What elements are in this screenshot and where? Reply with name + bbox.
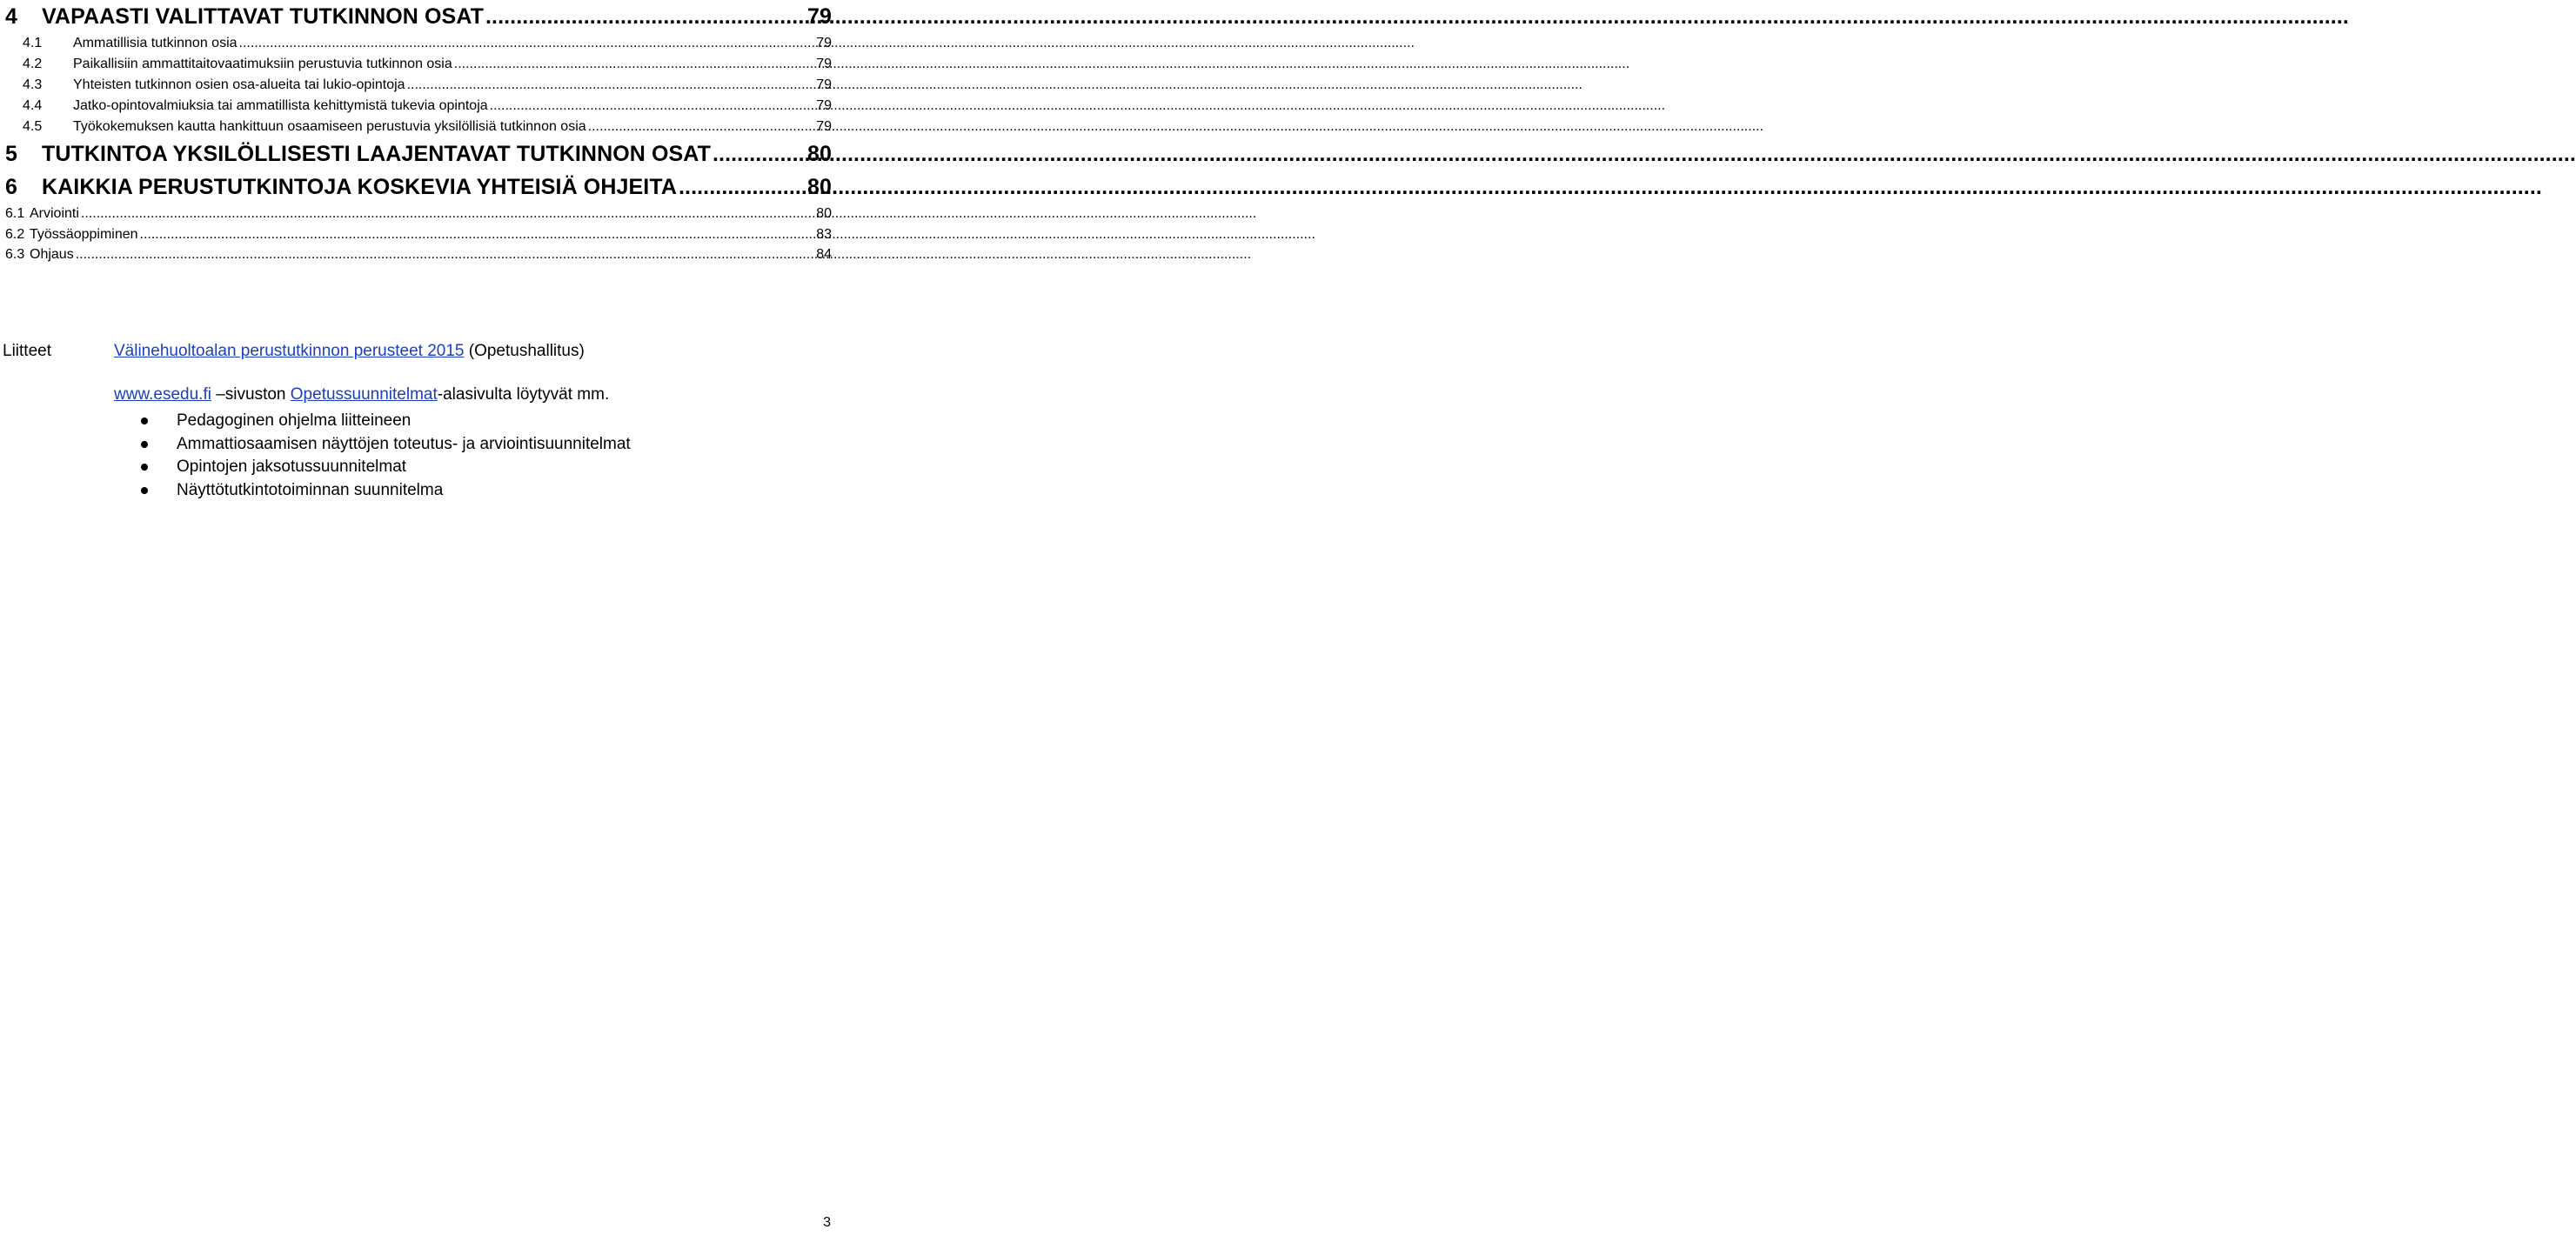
toc-page: 80 — [806, 175, 832, 199]
toc-entry-6[interactable] — [5, 170, 832, 204]
toc-entry-4-1[interactable] — [5, 33, 832, 54]
toc-entry-6-2[interactable] — [5, 224, 832, 245]
bullet-icon — [141, 418, 148, 424]
bullet-icon — [141, 487, 148, 494]
site-text: –sivuston — [211, 385, 291, 404]
toc-number: 6.2 — [5, 226, 25, 242]
toc-title: Jatko-opintovalmiuksia tai ammatillista kehittymistä tukevia opintoja — [73, 98, 488, 113]
bullet-icon — [141, 464, 148, 471]
list-item — [139, 479, 631, 503]
toc-page: 79 — [816, 57, 832, 71]
toc-page: 83 — [816, 226, 832, 242]
toc-title: Ohjaus — [30, 247, 74, 262]
toc-entry-4-4[interactable] — [5, 96, 832, 117]
toc-page: 79 — [816, 119, 832, 134]
toc-page: 79 — [816, 77, 832, 92]
toc-title: Arviointi — [30, 206, 79, 221]
appendix-line-1 — [114, 342, 585, 361]
list-item — [139, 456, 631, 479]
toc-number: 6.3 — [5, 247, 25, 262]
toc-number: 4.4 — [23, 98, 43, 113]
list-item-text: Näyttötutkintotoiminnan suunnitelma — [177, 481, 444, 500]
dot-leader — [239, 33, 815, 54]
appendix-label: Liitteet — [3, 342, 51, 360]
curriculum-link[interactable]: Välinehuoltoalan perustutkinnon perusteet 2015 — [114, 342, 465, 360]
dot-leader — [490, 96, 815, 117]
subpage-text: -alasivulta löytyvät mm. — [437, 385, 610, 404]
page-number: 3 — [823, 1215, 831, 1230]
list-item-text: Pedagoginen ohjelma liitteineen — [177, 411, 411, 430]
list-item — [139, 410, 631, 433]
toc-page: 79 — [816, 98, 832, 113]
toc-entry-6-1[interactable] — [5, 204, 832, 224]
toc-number: 6.1 — [5, 206, 25, 221]
bullet-icon — [141, 441, 148, 448]
toc-page: 80 — [806, 142, 832, 166]
dot-leader — [454, 54, 814, 75]
toc-number: 4.1 — [23, 36, 43, 50]
toc-number: 5 — [5, 142, 18, 166]
toc-page: 79 — [806, 4, 832, 29]
list-item — [139, 433, 631, 457]
toc-entry-4-2[interactable] — [5, 54, 832, 75]
esedu-link[interactable]: www.esedu.fi — [114, 385, 211, 404]
toc-number: 4.3 — [23, 77, 43, 92]
toc-title: Työssäoppiminen — [30, 226, 138, 242]
dot-leader — [588, 117, 815, 137]
dot-leader — [407, 75, 815, 96]
toc-title: VAPAASTI VALITTAVAT TUTKINNON OSAT — [42, 4, 484, 29]
appendix-list — [139, 410, 631, 503]
toc-title: Yhteisten tutkinnon osien osa-alueita tai lukio-opintoja — [73, 77, 405, 92]
publisher-text: (Opetushallitus) — [464, 342, 585, 360]
list-item-text: Opintojen jaksotussuunnitelmat — [177, 458, 407, 477]
toc-title: Ammatillisia tutkinnon osia — [73, 36, 238, 50]
dot-leader — [679, 170, 806, 204]
toc-entry-5[interactable] — [5, 137, 832, 170]
toc-title: Työkokemuksen kautta hankittuun osaamiseen perustuvia yksilöllisiä tutkinnon osia — [73, 119, 586, 134]
appendix-line-2 — [114, 385, 609, 404]
toc-entry-4-5[interactable] — [5, 117, 832, 137]
toc-number: 6 — [5, 175, 18, 199]
dot-leader — [485, 0, 806, 33]
toc-number: 4 — [5, 4, 18, 29]
table-of-contents — [5, 0, 832, 265]
toc-page: 80 — [816, 206, 832, 221]
toc-title: TUTKINTOA YKSILÖLLISESTI LAAJENTAVAT TUTKINNON OSAT — [42, 142, 711, 166]
toc-title: Paikallisiin ammattitaitovaatimuksiin perustuvia tutkinnon osia — [73, 57, 452, 71]
toc-title: KAIKKIA PERUSTUTKINTOJA KOSKEVIA YHTEISIÄ OHJEITA — [42, 175, 677, 199]
toc-number: 4.2 — [23, 57, 43, 71]
list-item-text: Ammattiosaamisen näyttöjen toteutus- ja arviointisuunnitelmat — [177, 434, 631, 453]
toc-number: 4.5 — [23, 119, 43, 134]
toc-entry-4-3[interactable] — [5, 75, 832, 96]
dot-leader — [81, 204, 814, 224]
toc-page: 84 — [816, 247, 832, 262]
dot-leader — [140, 224, 815, 245]
dot-leader — [713, 137, 806, 170]
curricula-link[interactable]: Opetussuunnitelmat — [290, 385, 438, 404]
dot-leader — [76, 244, 815, 265]
toc-page: 79 — [816, 36, 832, 50]
toc-entry-4[interactable] — [5, 0, 832, 33]
toc-entry-6-3[interactable] — [5, 244, 832, 265]
